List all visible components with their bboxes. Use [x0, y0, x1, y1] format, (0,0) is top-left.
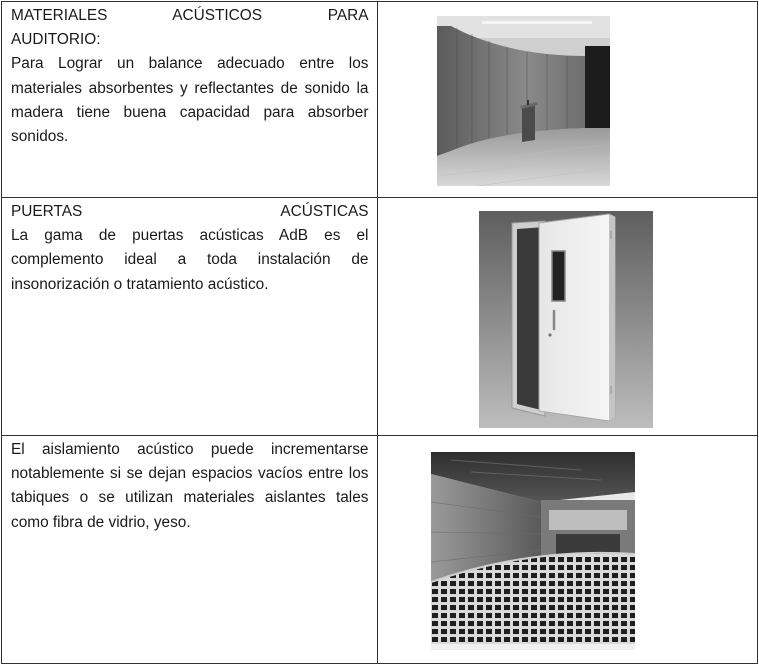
table-row: [2, 2, 758, 198]
table-row: [2, 198, 758, 436]
table-row: [2, 436, 758, 664]
document-table: [1, 1, 758, 664]
row-heading-continued: AUDITORIO:: [11, 31, 101, 49]
auditorium-stage-photo: [437, 16, 610, 186]
row-body-text: La gama de puertas acústicas AdB es el complemento ideal a toda instalación de insonorización o tratamiento acústico.: [11, 227, 369, 293]
auditorium-seating-photo: [431, 452, 635, 650]
image-cell: [378, 2, 758, 198]
acoustic-door-photo: [479, 211, 653, 428]
row-body-text: Para Lograr un balance adecuado entre los materiales absorbentes y reflectantes de sonido la madera tiene buena capacidad para absorber sonidos.: [11, 55, 369, 146]
row-heading: MATERIALES ACÚSTICOS PARA: [11, 7, 369, 24]
image-cell: [378, 436, 758, 664]
text-cell: [2, 198, 378, 436]
row-heading: PUERTAS ACÚSTICAS: [11, 203, 369, 220]
image-cell: [378, 198, 758, 436]
row-body-text: El aislamiento acústico puede incrementarse notablemente si se dejan espacios vacíos entre los tabiques o se utilizan materiales aislantes tales como fibra de vidrio, yeso.: [11, 441, 369, 531]
text-cell: [2, 436, 378, 664]
text-cell: [2, 2, 378, 198]
